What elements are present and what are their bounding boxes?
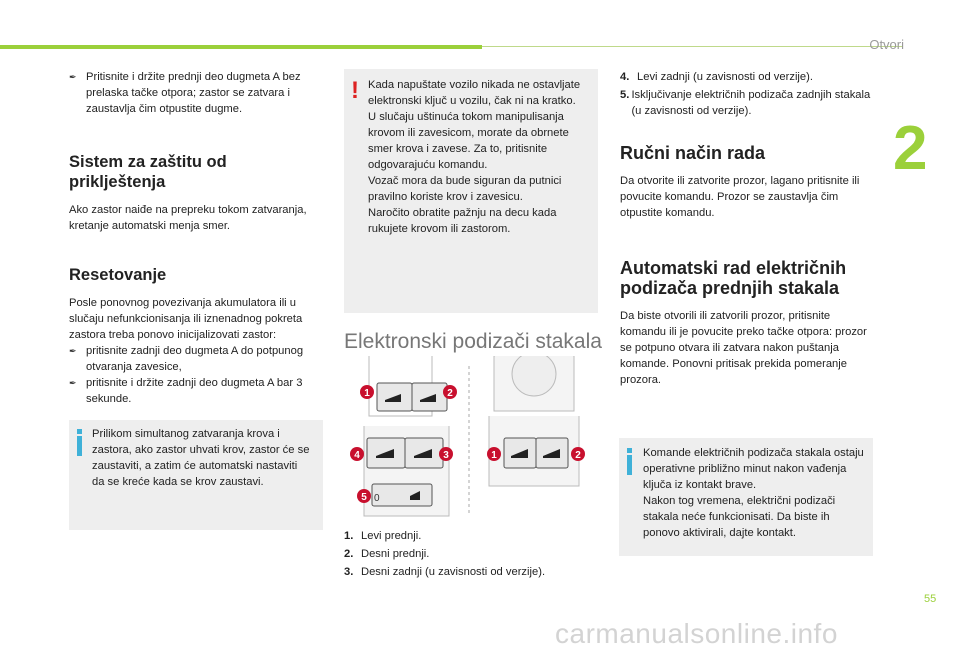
- info-text-windows: Komande električnih podizača stakala ostaju operativne približno minut nakon vađenja ključa iz kontakt brave. Nakon tog vremena, električni podizači stakala neće funkcionisati. Da biste ih ponovo aktivirali, dajte kontakt.: [643, 447, 864, 539]
- heading-manual: Ručni način rada: [620, 143, 766, 163]
- header-divider: [482, 46, 902, 47]
- pinch-text: Ako zastor naiđe na prepreku tokom zatvaranja, kretanje automatski menja smer.: [69, 204, 307, 232]
- info-text-roof: Prilikom simultanog zatvaranja krova i zastora, ako zastor uhvati krov, zastor će se zaustaviti, a zatim će automatski nastaviti da se kreće kada se krov zaustavi.: [92, 428, 310, 488]
- heading-reset: Resetovanje: [69, 266, 167, 284]
- warning-text: Kada napuštate vozilo nikada ne ostavljate elektronski ključ u vozilu, čak ni na kratko. U slučaju uštinuća tokom manipulisanja krovom ili zavesicom, morate da obrnete smer krova i zavese. Za to, pritisnite odgovarajuću komandu. Vozač mora da bude siguran da putnici pravilno koriste krov i zavesicu. Naročito obratite pažnju na decu kada rukujete krovom ili zastorom.: [368, 79, 581, 235]
- info-icon: [77, 436, 82, 456]
- list-item: 1. Levi prednji.: [344, 530, 422, 542]
- bullet-icon: ✒: [69, 346, 77, 356]
- reset-bullet-2: ✒ pritisnite i držite zadnji deo dugmeta A bar 3 sekunde.: [69, 377, 303, 405]
- badge-2-right-label: 2: [575, 450, 581, 461]
- bullet-icon: ✒: [69, 378, 77, 388]
- switch-legend-2: [620, 69, 875, 119]
- chapter-title: Otvori: [869, 37, 904, 52]
- page-number: 55: [924, 593, 937, 605]
- intro-bullet: ✒ Pritisnite i držite prednji deo dugmeta A bez prelaska tačke otpora; zastor se zatvara i zaustavlja čim otpustite dugme.: [69, 71, 301, 115]
- heading-pinch: Sistem za zaštitu od priklještenja: [69, 153, 227, 191]
- auto-text: Da biste otvorili ili zatvorili prozor, pritisnite komandu ili je povucite preko tačke otpora: prozor se potpuno otvara ili zatvara nakon puštanja komande. Ponovni pritisak prekida pomeranje prozora.: [620, 310, 867, 386]
- warning-icon: !: [351, 77, 359, 104]
- badge-1-left-label: 1: [364, 388, 370, 399]
- list-item: 2. Desni prednji.: [344, 548, 430, 560]
- switch-legend-1: [344, 528, 598, 580]
- badge-2-left-label: 2: [447, 388, 453, 399]
- badge-3-label: 3: [443, 450, 449, 461]
- list-item: 4. Levi zadnji (u zavisnosti od verzije).: [620, 71, 813, 83]
- list-item: 3. Desni zadnji (u zavisnosti od verzije).: [344, 566, 546, 578]
- svg-text:0: 0: [374, 493, 380, 504]
- header-accent-bar: [0, 45, 482, 49]
- column-3: [620, 143, 875, 388]
- manual-text: Da otvorite ili zatvorite prozor, lagano pritisnite ili povucite komandu. Prozor se zaustavlja čim otpustite komandu.: [620, 175, 860, 219]
- badge-4-label: 4: [354, 450, 360, 461]
- chapter-number: 2: [893, 114, 928, 183]
- badge-1-right-label: 1: [491, 450, 497, 461]
- bullet-icon: ✒: [69, 72, 77, 82]
- column-1: [69, 69, 324, 407]
- list-item: 5. Isključivanje električnih podizača zadnjih stakala (u zavisnosti od verzije).: [620, 89, 871, 117]
- section-title-windows: Elektronski podizači stakala: [344, 330, 602, 353]
- reset-text: Posle ponovnog povezivanja akumulatora ili u slučaju nefunkcionisanja ili iznenadnog pokreta zastora treba ponovo inicijalizovati zastor:: [69, 297, 303, 341]
- badge-5-label: 5: [361, 492, 367, 503]
- window-switches-illustration: [344, 356, 598, 521]
- heading-auto: Automatski rad električnih podizača prednjih stakala: [620, 258, 847, 298]
- info-icon: [627, 455, 632, 475]
- reset-bullet-1: ✒ pritisnite zadnji deo dugmeta A do potpunog otvaranja zavesice,: [69, 345, 304, 373]
- watermark: carmanualsonline.info: [555, 618, 838, 649]
